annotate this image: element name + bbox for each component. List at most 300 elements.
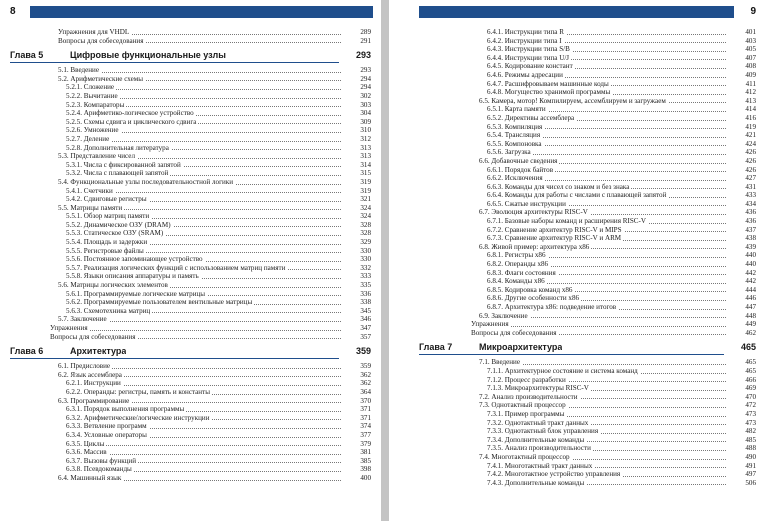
toc-entry [0, 333, 381, 342]
toc-entry-title: 7.2. Анализ производительности [479, 392, 578, 401]
toc-entry [0, 272, 381, 281]
toc-entry-page: 442 [726, 277, 756, 286]
toc-entry-page: 319 [341, 187, 371, 196]
toc-entry-title: 5.5.6. Постоянное запоминающее устройство [66, 255, 203, 264]
toc-entry-page: 470 [726, 393, 756, 402]
toc-entry [389, 329, 770, 338]
toc-entry-title: 5.2.7. Деление [66, 134, 110, 143]
toc-entry-title: 7.1.3. Микроархитектуры RISC-V [487, 384, 589, 393]
toc-entry-title: 6.3. Программирование [58, 396, 130, 405]
toc-entry-page: 319 [341, 178, 371, 187]
toc-entry-page: 315 [341, 169, 371, 178]
toc-entry-page: 465 [726, 367, 756, 376]
toc-entry-title: 6.4. Машинный язык [58, 473, 122, 482]
toc-entry-page: 439 [726, 243, 756, 252]
toc-entry-page: 330 [341, 247, 371, 256]
toc-entry-title: 5.3.2. Числа с плавающей запятой [66, 169, 169, 178]
toc-entry-page: 314 [341, 161, 371, 170]
toc-entry-page: 403 [726, 37, 756, 46]
toc-entry-page: 448 [726, 312, 756, 321]
toc-entry-title: 5.2.5. Схемы сдвига и циклического сдвига [66, 117, 197, 126]
toc-entry-title: 7.1.2. Процесс разработки [487, 375, 566, 384]
toc-entry-title: 6.4.3. Инструкции типа S/B [487, 45, 570, 54]
toc-entry-title: 5.2. Арифметические схемы [58, 74, 144, 83]
toc-entry-title: 7.4.1. Многотактный тракт данных [487, 461, 593, 470]
toc-entry-page: 289 [341, 28, 371, 37]
toc-entry-page: 414 [726, 105, 756, 114]
toc-entry-page: 335 [341, 281, 371, 290]
toc-entry [389, 148, 770, 157]
toc-entry-title: 6.3.5. Циклы [66, 439, 105, 448]
toc-entry-title: 5.3. Представление чисел [58, 152, 135, 161]
toc-entry-page: 447 [726, 303, 756, 312]
toc-entry-page: 313 [341, 152, 371, 161]
toc-entry-title: 6.5.4. Трансляция [487, 131, 541, 140]
toc-entry-title: 6.9. Заключение [479, 311, 528, 320]
toc-entry [0, 255, 381, 264]
toc-entry-page: 332 [341, 264, 371, 273]
toc-entry [389, 80, 770, 89]
toc-entry [0, 388, 381, 397]
toc-entry-page: 321 [341, 195, 371, 204]
toc-entry-title: 6.8.3. Флаги состояния [487, 268, 556, 277]
toc-entry-page: 444 [726, 286, 756, 295]
toc-entry [0, 187, 381, 196]
toc-entry-page: 398 [341, 465, 371, 474]
chapter-title: Цифровые функциональные узлы [70, 50, 226, 61]
toc-entry-page: 473 [726, 410, 756, 419]
toc-entry [389, 453, 770, 462]
toc-entry-page: 328 [341, 221, 371, 230]
toc-entry-title: 6.6. Добавочные сведения [479, 156, 558, 165]
toc-entry-title: 7.3.4. Дополнительные команды [487, 435, 585, 444]
page-number: 9 [750, 6, 756, 17]
toc-entry-page: 338 [341, 298, 371, 307]
toc-entry-page: 408 [726, 62, 756, 71]
toc-entry [0, 422, 381, 431]
toc-entry [389, 37, 770, 46]
toc-entry [0, 431, 381, 440]
toc-entry-page: 449 [726, 320, 756, 329]
dot-leader [58, 72, 353, 73]
toc-entry-title: 5.5.2. Динамическое ОЗУ (DRAM) [66, 220, 171, 229]
toc-entry-title: 6.7. Эволюция архитектуры RISC-V [479, 208, 588, 217]
toc-entry-title: 5.1. Введение [58, 66, 100, 75]
toc-entry-page: 385 [341, 457, 371, 466]
toc-entry-page: 371 [341, 414, 371, 423]
chapter-title: Микроархитектура [479, 342, 563, 353]
dot-leader [66, 445, 353, 446]
toc-entry-title: 6.3.4. Условные операторы [66, 430, 147, 439]
toc-entry [0, 264, 381, 273]
toc-entry-page: 437 [726, 226, 756, 235]
toc-entry-title: 5.6.1. Программируемые логические матрицы [66, 289, 206, 298]
toc-entry-title: Вопросы для собеседования [58, 36, 144, 45]
toc-entry [389, 217, 770, 226]
toc-entry-title: 6.6.5. Сжатые инструкции [487, 199, 566, 208]
toc-entry-page: 426 [726, 157, 756, 166]
toc-entry-title: 6.4.8. Могущество хранимой программы [487, 88, 611, 97]
toc-entry-title: 6.2.1. Инструкции [66, 379, 121, 388]
toc-entry [389, 200, 770, 209]
toc-entry [389, 105, 770, 114]
toc-entry-title: 5.2.6. Умножение [66, 126, 119, 135]
toc-entry [389, 234, 770, 243]
toc-entry-title: 6.3.3. Ветвление программ [66, 422, 147, 431]
toc-entry-page: 304 [341, 109, 371, 118]
toc-entry-page: 405 [726, 45, 756, 54]
toc-entry-page: 309 [341, 118, 371, 127]
toc-entry-page: 424 [726, 140, 756, 149]
chapter-page-number: 465 [740, 342, 756, 353]
toc-entry-title: 5.5.1. Обзор матриц памяти [66, 212, 150, 221]
toc-entry [389, 393, 770, 402]
header-bar [30, 6, 373, 18]
toc-entry [0, 92, 381, 101]
toc-entry [389, 358, 770, 367]
toc-entry-page: 426 [726, 148, 756, 157]
toc-entry [389, 114, 770, 123]
toc-entry-title: 6.8.1. Регистры x86 [487, 251, 546, 260]
chapter-rule [419, 354, 724, 355]
toc-entry-page: 374 [341, 422, 371, 431]
toc-entry-title: Упражнения [471, 320, 509, 329]
toc-entry [0, 298, 381, 307]
toc-entry-title: 6.4.6. Режимы адресации [487, 70, 563, 79]
chapter-label: Глава 5 [10, 50, 44, 61]
toc-entry [389, 410, 770, 419]
chapter-title: Архитектура [70, 346, 127, 357]
toc-entry-title: 5.5.8. Языки описания аппаратуры и память [66, 272, 199, 281]
toc-entry-page: 438 [726, 234, 756, 243]
toc-entry [389, 436, 770, 445]
toc-entry-title: 5.2.2. Вычитание [66, 91, 118, 100]
toc-entry-page: 303 [341, 101, 371, 110]
toc-entry-page: 364 [341, 388, 371, 397]
toc-entry-page: 347 [341, 324, 371, 333]
toc-entry-title: 5.2.1. Сложение [66, 83, 115, 92]
toc-entry-page: 490 [726, 453, 756, 462]
toc-entry [0, 144, 381, 153]
toc-entry [0, 379, 381, 388]
toc-entry-title: 7.1.1. Архитектурное состояние и система команд [487, 366, 638, 375]
toc-entry-page: 433 [726, 191, 756, 200]
toc-entry-title: 5.6. Матрицы логических элементов [58, 281, 168, 290]
toc-entry-page: 336 [341, 290, 371, 299]
toc-entry-page: 329 [341, 238, 371, 247]
toc-entry-page: 411 [726, 80, 756, 89]
toc-entry [389, 243, 770, 252]
toc-entry [0, 169, 381, 178]
toc-entry-title: 6.7.1. Базовые наборы команд и расширения RISC-V [487, 217, 647, 226]
toc-entry-page: 328 [341, 229, 371, 238]
toc-entry-page: 462 [726, 329, 756, 338]
toc-entry [0, 66, 381, 75]
toc-entry-page: 436 [726, 217, 756, 226]
toc-entry-page: 324 [341, 204, 371, 213]
toc-entry [389, 444, 770, 453]
chapter-heading [0, 345, 381, 360]
toc-entry-title: 5.7. Заключение [58, 315, 107, 324]
toc-entry-page: 440 [726, 251, 756, 260]
toc-entry-title: Вопросы для собеседования [50, 332, 136, 341]
toc-entry-title: 7.3. Однотактный процессор [479, 401, 566, 410]
dot-leader [471, 326, 738, 327]
toc-entry-page: 497 [726, 470, 756, 479]
toc-entry-title: 5.5.4. Площадь и задержки [66, 238, 148, 247]
toc-entry [0, 126, 381, 135]
toc-entry-title: 6.8.5. Кодировка команд x86 [487, 285, 573, 294]
toc-entry-title: 6.7.2. Сравнение архитектур RISC-V и MIPS [487, 225, 622, 234]
toc-entry-title: 6.5.2. Директивы ассемблера [487, 113, 575, 122]
toc-entry-page: 465 [726, 358, 756, 367]
toc-entry [0, 109, 381, 118]
toc-entry-page: 293 [341, 66, 371, 75]
toc-entry [0, 474, 381, 483]
toc-entry [389, 183, 770, 192]
toc-entry-title: 5.5.3. Статическое ОЗУ (SRAM) [66, 229, 164, 238]
toc-entry-page: 302 [341, 92, 371, 101]
toc-entry [389, 208, 770, 217]
toc-entry-page: 294 [341, 75, 371, 84]
toc-entry-title: 5.4. Функциональные узлы последовательностной логики [58, 177, 234, 186]
toc-entry-page: 427 [726, 174, 756, 183]
toc-entry-title: 6.2. Язык ассемблера [58, 370, 122, 379]
table-of-contents [0, 28, 381, 483]
toc-entry-page: 421 [726, 131, 756, 140]
toc-entry-title: 6.8.2. Операнды x86 [487, 260, 549, 269]
toc-entry-page: 488 [726, 444, 756, 453]
toc-entry [0, 414, 381, 423]
toc-entry-title: 5.6.3. Схемотехника матриц [66, 306, 151, 315]
toc-entry-page: 370 [341, 397, 371, 406]
toc-entry [389, 470, 770, 479]
toc-entry-title: 6.3.8. Псевдокоманды [66, 465, 132, 474]
toc-entry-page: 291 [341, 37, 371, 46]
toc-entry-title: 5.2.8. Дополнительная литература [66, 143, 169, 152]
toc-entry-title: 6.5.5. Компоновка [487, 139, 542, 148]
toc-entry-page: 313 [341, 144, 371, 153]
toc-entry [389, 479, 770, 488]
toc-entry [389, 286, 770, 295]
toc-entry-title: 6.5. Камера, мотор! Компилируем, ассемблируем и загружаем [479, 96, 666, 105]
toc-entry-title: 6.4.1. Инструкции типа R [487, 28, 564, 36]
toc-entry-page: 436 [726, 208, 756, 217]
toc-entry [0, 83, 381, 92]
toc-entry-page: 362 [341, 379, 371, 388]
toc-entry [389, 462, 770, 471]
toc-entry [0, 212, 381, 221]
toc-entry-title: 7.3.3. Однотактный блок управления [487, 427, 599, 436]
toc-entry-page: 407 [726, 54, 756, 63]
toc-entry-page: 506 [726, 479, 756, 488]
toc-entry [0, 28, 381, 37]
toc-entry-page: 401 [726, 28, 756, 37]
toc-entry [389, 226, 770, 235]
toc-entry-title: 6.6.3. Команды для чисел со знаком и без знака [487, 182, 630, 191]
table-of-contents [389, 28, 770, 487]
toc-entry-page: 440 [726, 260, 756, 269]
toc-entry-title: 6.2.2. Операнды: регистры, память и константы [66, 387, 210, 396]
toc-entry [0, 465, 381, 474]
toc-entry [389, 157, 770, 166]
toc-entry-title: 6.8.7. Архитектура x86: подведение итогов [487, 303, 617, 311]
toc-entry [389, 88, 770, 97]
toc-entry-page: 482 [726, 427, 756, 436]
toc-entry [389, 62, 770, 71]
toc-entry [389, 312, 770, 321]
toc-entry-title: 6.1. Предисловие [58, 362, 111, 371]
toc-entry-title: Упражнения [50, 324, 88, 332]
toc-entry [0, 118, 381, 127]
toc-entry [0, 281, 381, 290]
toc-entry [0, 448, 381, 457]
toc-entry-page: 310 [341, 126, 371, 135]
toc-entry-title: 5.2.3. Компараторы [66, 100, 125, 109]
toc-entry [389, 45, 770, 54]
toc-entry-title: 5.3.1. Числа с фиксированной запятой [66, 160, 181, 169]
toc-entry [0, 247, 381, 256]
toc-entry-page: 379 [341, 440, 371, 449]
toc-entry-title: 6.7.3. Сравнение архитектур RISC-V и ARM [487, 234, 622, 243]
toc-entry-page: 473 [726, 419, 756, 428]
chapter-heading [0, 49, 381, 64]
toc-entry-title: 6.3.6. Массив [66, 448, 107, 457]
toc-entry-page: 426 [726, 166, 756, 175]
chapter-rule [10, 358, 339, 359]
toc-entry-page: 485 [726, 436, 756, 445]
toc-entry-title: 6.4.5. Кодирование констант [487, 62, 573, 71]
toc-entry-title: 6.4.2. Инструкции типа I [487, 36, 562, 45]
toc-entry-title: 6.6.2. Исключения [487, 174, 543, 183]
toc-entry-page: 419 [726, 123, 756, 132]
toc-entry-page: 346 [341, 315, 371, 324]
toc-entry [389, 140, 770, 149]
toc-entry [389, 191, 770, 200]
toc-entry [389, 384, 770, 393]
left-page [0, 0, 381, 521]
toc-entry-title: 6.3.1. Порядок выполнения программы [66, 405, 185, 414]
toc-entry-title: 6.6.4. Команды для работы с числами с плавающей запятой [487, 191, 667, 200]
toc-entry-page: 312 [341, 135, 371, 144]
toc-entry-title: 5.4.1. Счетчики [66, 186, 113, 195]
toc-entry [389, 71, 770, 80]
toc-entry-title: 5.5.5. Регистровые файлы [66, 246, 144, 255]
toc-entry-title: 5.5.7. Реализация логических функций с использованием матриц памяти [66, 263, 286, 272]
toc-entry-page: 333 [341, 272, 371, 281]
toc-entry-title: 5.2.4. Арифметико-логическое устройство [66, 109, 194, 118]
toc-entry-title: 7.3.1. Пример программы [487, 409, 565, 418]
toc-entry-title: 6.8.6. Другие особенности x86 [487, 294, 580, 303]
toc-entry-page: 324 [341, 212, 371, 221]
toc-entry-title: 7.4. Многотактный процессор [479, 452, 570, 461]
toc-entry-title: 7.1. Введение [479, 358, 521, 367]
toc-entry [0, 397, 381, 406]
toc-entry-page: 446 [726, 294, 756, 303]
toc-entry [389, 123, 770, 132]
toc-entry-page: 294 [341, 83, 371, 92]
toc-entry [389, 277, 770, 286]
toc-entry [0, 37, 381, 46]
toc-entry [389, 131, 770, 140]
toc-entry-title: 7.4.3. Дополнительные команды [487, 478, 585, 487]
page-number: 8 [10, 6, 16, 17]
toc-entry-page: 381 [341, 448, 371, 457]
toc-entry [0, 135, 381, 144]
toc-entry-page: 491 [726, 462, 756, 471]
toc-entry-title: 6.4.7. Расшифровываем машинные коды [487, 79, 609, 88]
toc-entry [389, 54, 770, 63]
toc-entry [389, 320, 770, 329]
toc-entry [0, 161, 381, 170]
toc-entry [389, 28, 770, 37]
toc-entry [389, 419, 770, 428]
chapter-label: Глава 6 [10, 346, 44, 357]
toc-entry [0, 229, 381, 238]
toc-entry-page: 345 [341, 307, 371, 316]
toc-entry-page: 472 [726, 401, 756, 410]
toc-entry-title: 5.5. Матрицы памяти [58, 203, 123, 212]
toc-entry-page: 466 [726, 376, 756, 385]
chapter-heading [389, 341, 770, 356]
right-page [389, 0, 770, 521]
toc-entry-title: 6.4.4. Инструкции типа U/J [487, 53, 570, 62]
toc-entry [389, 303, 770, 312]
toc-entry-title: 5.6.2. Программируемые пользователем вентильные матрицы [66, 298, 253, 307]
toc-entry [0, 362, 381, 371]
toc-entry [0, 457, 381, 466]
toc-entry [0, 371, 381, 380]
toc-entry [389, 294, 770, 303]
toc-entry-page: 357 [341, 333, 371, 342]
toc-entry-page: 409 [726, 71, 756, 80]
toc-entry-title: 6.5.3. Компиляция [487, 122, 543, 131]
toc-entry-title: 7.4.2. Многотактное устройство управления [487, 470, 621, 479]
toc-entry [0, 315, 381, 324]
toc-entry [0, 290, 381, 299]
toc-entry [0, 307, 381, 316]
toc-entry [0, 204, 381, 213]
toc-entry-page: 400 [341, 474, 371, 483]
toc-entry [389, 260, 770, 269]
toc-entry-title: 6.8.4. Команды x86 [487, 277, 545, 286]
toc-entry-title: 6.5.1. Карта памяти [487, 105, 546, 114]
toc-entry [0, 195, 381, 204]
toc-entry-page: 412 [726, 88, 756, 97]
toc-entry-page: 371 [341, 405, 371, 414]
toc-entry-title: 6.8. Живой пример: архитектура x86 [479, 242, 590, 251]
toc-entry [389, 166, 770, 175]
toc-entry [389, 97, 770, 106]
toc-entry [0, 440, 381, 449]
toc-entry [389, 427, 770, 436]
toc-entry-page: 377 [341, 431, 371, 440]
toc-entry [0, 152, 381, 161]
toc-entry [0, 75, 381, 84]
toc-entry [0, 324, 381, 333]
toc-entry [389, 401, 770, 410]
toc-entry [389, 251, 770, 260]
dot-leader [66, 454, 353, 455]
book-gutter [381, 0, 389, 521]
toc-entry [0, 178, 381, 187]
toc-entry-page: 359 [341, 362, 371, 371]
chapter-label: Глава 7 [419, 342, 453, 353]
toc-entry-title: 7.3.5. Анализ производительности [487, 444, 591, 453]
chapter-page-number: 293 [355, 50, 371, 61]
toc-entry [0, 405, 381, 414]
header-bar [419, 6, 734, 18]
